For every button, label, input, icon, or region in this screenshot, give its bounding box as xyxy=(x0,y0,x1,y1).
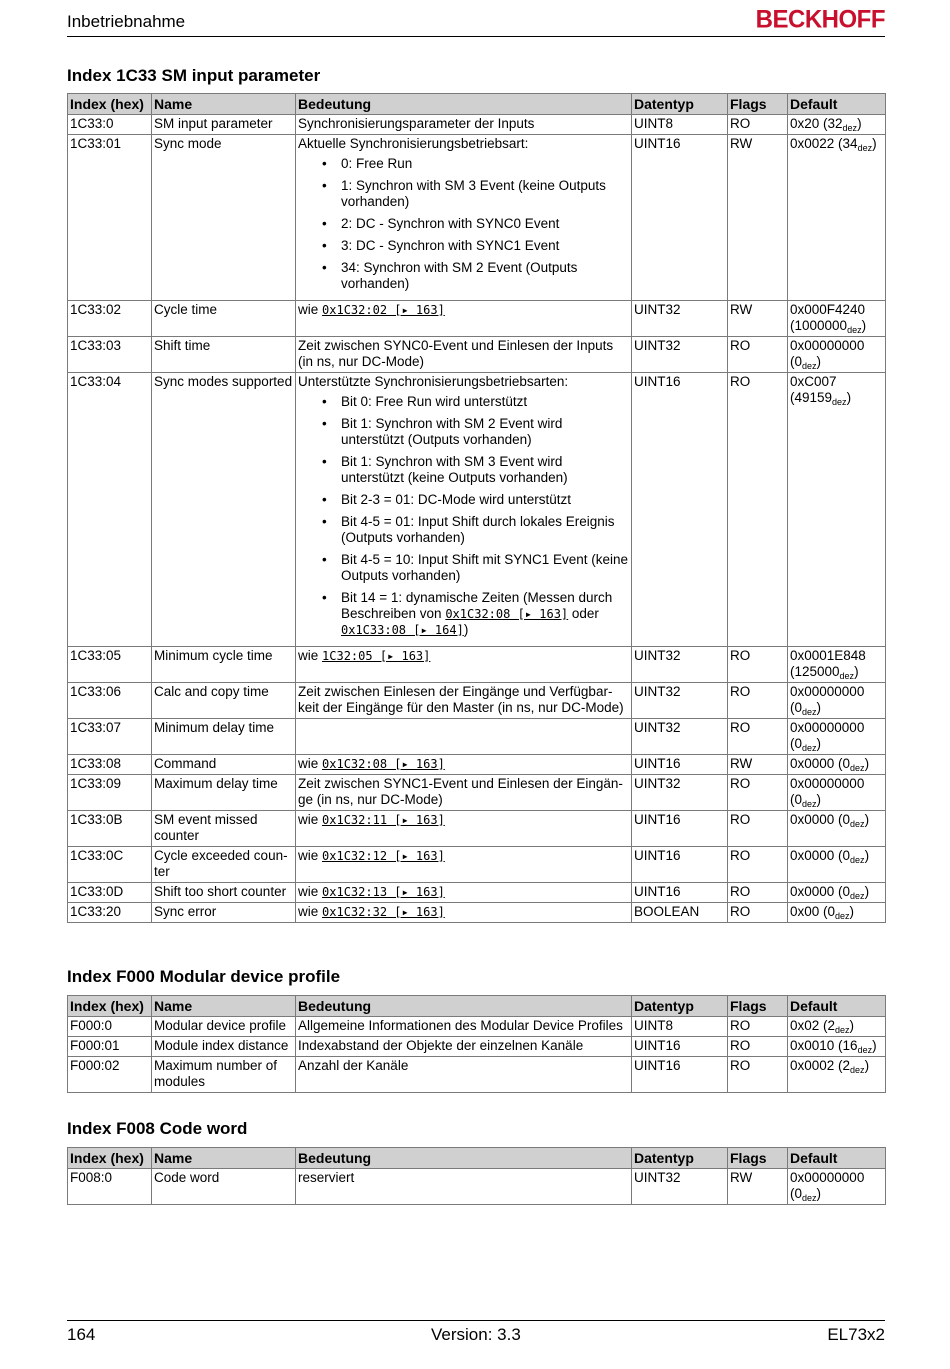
datatype-cell: UINT16 xyxy=(632,373,728,647)
flags-cell: RO xyxy=(728,1057,788,1093)
default-value: 0x0010 (16 xyxy=(790,1038,858,1053)
list-item: • 1: Synchron with SM 3 Event (keine Outputs vorhanden) xyxy=(322,178,629,210)
bullet-list xyxy=(298,394,629,638)
default-cell xyxy=(788,903,886,923)
column-header: Flags xyxy=(728,94,788,115)
flags-cell: RO xyxy=(728,683,788,719)
reference-link[interactable]: 1C32:05 [▸ 163] xyxy=(322,649,431,663)
reference-link[interactable]: 0x1C32:12 [▸ 163] xyxy=(322,849,445,863)
list-item: • Bit 0: Free Run wird unterstützt xyxy=(322,394,629,410)
list-item: • Bit 1: Synchron with SM 2 Event wird unterstützt (Outputs vorhanden) xyxy=(322,416,629,448)
name-cell: Code word xyxy=(152,1169,296,1205)
page-header xyxy=(67,5,885,37)
description-cell xyxy=(296,719,632,755)
description-text: wie xyxy=(298,648,323,663)
unit-subscript: dez xyxy=(802,799,817,809)
flags-cell: RO xyxy=(728,115,788,135)
column-header: Default xyxy=(788,996,886,1017)
column-header: Index (hex) xyxy=(68,1148,152,1169)
default-cell xyxy=(788,115,886,135)
table-row xyxy=(68,647,886,683)
beckhoff-logo: BECKHOFF xyxy=(755,5,885,34)
index-cell: 1C33:0 xyxy=(68,115,152,135)
index-cell: 1C33:0D xyxy=(68,883,152,903)
description-cell xyxy=(296,755,632,775)
default-value-end: ) xyxy=(872,1038,877,1053)
table-row xyxy=(68,135,886,301)
section-title: Inbetriebnahme xyxy=(67,12,186,31)
column-header: Name xyxy=(152,1148,296,1169)
unit-subscript: dez xyxy=(802,1193,817,1203)
list-item-text: oder xyxy=(568,606,599,621)
default-value-end: ) xyxy=(816,792,822,807)
description-text: reserviert xyxy=(298,1170,355,1185)
table-row xyxy=(68,1169,886,1205)
description-cell xyxy=(296,1017,632,1037)
index-cell: 1C33:09 xyxy=(68,775,152,811)
reference-link[interactable]: 0x1C32:08 [▸ 163] xyxy=(322,757,445,771)
default-cell xyxy=(788,683,886,719)
unit-subscript: dez xyxy=(802,361,817,371)
page-number: 164 xyxy=(67,1325,96,1344)
unit-subscript: dez xyxy=(850,1065,865,1075)
default-value-end: ) xyxy=(846,390,852,405)
datatype-cell: UINT16 xyxy=(632,135,728,301)
default-cell xyxy=(788,337,886,373)
table-row xyxy=(68,719,886,755)
table-row xyxy=(68,903,886,923)
column-header: Datentyp xyxy=(632,94,728,115)
description-text: Anzahl der Kanäle xyxy=(298,1058,409,1073)
datatype-cell: UINT32 xyxy=(632,337,728,373)
default-value: 0x20 (32 xyxy=(790,116,843,131)
description-text: Zeit zwischen SYNC1-Event und Einlesen der Eingän-ge (in ns, nur DC-Mode) xyxy=(298,776,623,807)
table-row xyxy=(68,1017,886,1037)
description-text: wie xyxy=(298,302,323,317)
default-value: 0x02 (2 xyxy=(790,1018,836,1033)
index-cell: 1C33:0C xyxy=(68,847,152,883)
index-cell: F000:02 xyxy=(68,1057,152,1093)
default-cell xyxy=(788,719,886,755)
name-cell: SM input parameter xyxy=(152,115,296,135)
datatype-cell: UINT16 xyxy=(632,1057,728,1093)
bullet-list xyxy=(298,156,629,292)
flags-cell: RW xyxy=(728,1169,788,1205)
unit-subscript: dez xyxy=(847,325,862,335)
index-cell: 1C33:05 xyxy=(68,647,152,683)
column-header: Default xyxy=(788,94,886,115)
datatype-cell: UINT16 xyxy=(632,847,728,883)
table-1-title: Index 1C33 SM input parameter xyxy=(67,66,321,85)
default-value-end: ) xyxy=(864,812,870,827)
name-cell: Calc and copy time xyxy=(152,683,296,719)
list-item: • Bit 1: Synchron with SM 3 Event wird unterstützt (keine Outputs vorhanden) xyxy=(322,454,629,486)
column-header: Bedeutung xyxy=(296,996,632,1017)
reference-link[interactable]: 0x1C32:32 [▸ 163] xyxy=(322,905,445,919)
default-value: 0x0000 (0 xyxy=(790,848,851,863)
description-cell xyxy=(296,775,632,811)
name-cell: Minimum delay time xyxy=(152,719,296,755)
default-cell xyxy=(788,647,886,683)
list-item: • 2: DC - Synchron with SYNC0 Event xyxy=(322,216,629,232)
index-cell: 1C33:02 xyxy=(68,301,152,337)
table-f000 xyxy=(67,995,886,1093)
description-cell xyxy=(296,115,632,135)
unit-subscript: dez xyxy=(802,707,817,717)
column-header: Bedeutung xyxy=(296,94,632,115)
description-text: Indexabstand der Objekte der einzelnen Kanäle xyxy=(298,1038,584,1053)
description-text: Unterstützte Synchronisierungsbetriebsarten: xyxy=(298,374,569,389)
flags-cell: RO xyxy=(728,1017,788,1037)
description-cell xyxy=(296,903,632,923)
default-value-end: ) xyxy=(864,848,870,863)
header-row xyxy=(68,996,886,1017)
default-cell xyxy=(788,1169,886,1205)
default-cell xyxy=(788,847,886,883)
column-header: Default xyxy=(788,1148,886,1169)
list-item: • 34: Synchron with SM 2 Event (Outputs vorhanden) xyxy=(322,260,629,292)
description-cell xyxy=(296,301,632,337)
datatype-cell: UINT32 xyxy=(632,1169,728,1205)
unit-subscript: dez xyxy=(842,123,858,133)
reference-link[interactable]: 0x1C32:13 [▸ 163] xyxy=(322,885,445,899)
flags-cell: RW xyxy=(728,135,788,301)
list-item xyxy=(322,590,629,638)
table-row xyxy=(68,115,886,135)
list-item: • Bit 4-5 = 10: Input Shift mit SYNC1 Event (keine Outputs vorhanden) xyxy=(322,552,629,584)
index-cell: F000:0 xyxy=(68,1017,152,1037)
description-text: wie xyxy=(298,812,323,827)
flags-cell: RO xyxy=(728,847,788,883)
default-value: 0x00000000 (0 xyxy=(790,1170,865,1201)
page-footer xyxy=(67,1320,885,1351)
default-value: 0x0022 (34 xyxy=(790,136,858,151)
default-value-end: ) xyxy=(861,318,867,333)
datatype-cell: UINT8 xyxy=(632,115,728,135)
default-value: 0x00000000 (0 xyxy=(790,776,865,807)
unit-subscript: dez xyxy=(850,763,865,773)
description-cell xyxy=(296,135,632,301)
description-cell xyxy=(296,647,632,683)
unit-subscript: dez xyxy=(839,671,855,681)
default-value-end: ) xyxy=(872,136,877,151)
reference-link[interactable]: 0x1C32:02 [▸ 163] xyxy=(322,303,445,317)
default-cell xyxy=(788,135,886,301)
default-value: 0x00 (0 xyxy=(790,904,836,919)
default-value-end: ) xyxy=(816,1186,822,1201)
default-value: 0xC007 (49159 xyxy=(790,374,837,405)
description-cell xyxy=(296,847,632,883)
unit-subscript: dez xyxy=(850,819,865,829)
name-cell: Sync modes supported xyxy=(152,373,296,647)
description-cell xyxy=(296,1169,632,1205)
unit-subscript: dez xyxy=(835,911,850,921)
description-text: Aktuelle Synchronisierungsbetriebsart: xyxy=(298,136,529,151)
default-value: 0x0000 (0 xyxy=(790,884,851,899)
table-row xyxy=(68,683,886,719)
name-cell: Command xyxy=(152,755,296,775)
reference-link[interactable]: 0x1C33:08 [▸ 164] xyxy=(341,623,464,637)
default-value-end: ) xyxy=(864,1058,870,1073)
datatype-cell: UINT16 xyxy=(632,1037,728,1057)
description-cell xyxy=(296,883,632,903)
datatype-cell: UINT16 xyxy=(632,883,728,903)
table-3-title: Index F008 Code word xyxy=(67,1119,248,1138)
list-item: • 0: Free Run xyxy=(322,156,629,172)
datatype-cell: UINT16 xyxy=(632,755,728,775)
flags-cell: RO xyxy=(728,775,788,811)
list-item: • Bit 2-3 = 01: DC-Mode wird unterstützt xyxy=(322,492,629,508)
default-value-end: ) xyxy=(864,884,870,899)
flags-cell: RO xyxy=(728,373,788,647)
default-cell xyxy=(788,775,886,811)
default-value: 0x0002 (2 xyxy=(790,1058,851,1073)
description-text: wie xyxy=(298,904,323,919)
table-row xyxy=(68,847,886,883)
description-cell xyxy=(296,337,632,373)
version-label: Version: 3.3 xyxy=(431,1325,521,1344)
unit-subscript: dez xyxy=(850,855,865,865)
flags-cell: RW xyxy=(728,755,788,775)
default-value-end: ) xyxy=(816,354,822,369)
unit-subscript: dez xyxy=(802,743,817,753)
default-cell xyxy=(788,883,886,903)
name-cell: Cycle time xyxy=(152,301,296,337)
flags-cell: RW xyxy=(728,301,788,337)
datatype-cell: UINT32 xyxy=(632,775,728,811)
table-1c33 xyxy=(67,93,886,923)
default-value: 0x0000 (0 xyxy=(790,756,851,771)
name-cell: Sync error xyxy=(152,903,296,923)
table-row xyxy=(68,301,886,337)
table-row xyxy=(68,337,886,373)
default-value: 0x00000000 (0 xyxy=(790,720,865,751)
name-cell: Module index distance xyxy=(152,1037,296,1057)
default-cell xyxy=(788,373,886,647)
unit-subscript: dez xyxy=(857,1045,873,1055)
unit-subscript: dez xyxy=(832,397,847,407)
datatype-cell: BOOLEAN xyxy=(632,903,728,923)
index-cell: 1C33:20 xyxy=(68,903,152,923)
column-header: Flags xyxy=(728,996,788,1017)
datatype-cell: UINT32 xyxy=(632,719,728,755)
default-cell xyxy=(788,811,886,847)
name-cell: Modular device profile xyxy=(152,1017,296,1037)
description-text: Synchronisierungsparameter der Inputs xyxy=(298,116,535,131)
column-header: Datentyp xyxy=(632,1148,728,1169)
table-row xyxy=(68,755,886,775)
datatype-cell: UINT32 xyxy=(632,683,728,719)
default-cell xyxy=(788,1057,886,1093)
default-value-end: ) xyxy=(857,116,862,131)
list-item: • Bit 4-5 = 01: Input Shift durch lokales Ereignis (Outputs vorhanden) xyxy=(322,514,629,546)
default-value-end: ) xyxy=(864,756,870,771)
header-row xyxy=(68,94,886,115)
flags-cell: RO xyxy=(728,883,788,903)
flags-cell: RO xyxy=(728,647,788,683)
datatype-cell: UINT8 xyxy=(632,1017,728,1037)
default-value-end: ) xyxy=(854,664,859,679)
index-cell: 1C33:06 xyxy=(68,683,152,719)
description-cell xyxy=(296,1037,632,1057)
default-value-end: ) xyxy=(849,904,855,919)
index-cell: 1C33:01 xyxy=(68,135,152,301)
description-cell xyxy=(296,811,632,847)
table-row xyxy=(68,883,886,903)
unit-subscript: dez xyxy=(857,143,873,153)
default-cell xyxy=(788,1017,886,1037)
index-cell: 1C33:04 xyxy=(68,373,152,647)
index-cell: 1C33:08 xyxy=(68,755,152,775)
default-value-end: ) xyxy=(816,736,822,751)
index-cell: 1C33:07 xyxy=(68,719,152,755)
datatype-cell: UINT32 xyxy=(632,647,728,683)
datatype-cell: UINT16 xyxy=(632,811,728,847)
unit-subscript: dez xyxy=(835,1025,850,1035)
name-cell: Minimum cycle time xyxy=(152,647,296,683)
index-cell: F008:0 xyxy=(68,1169,152,1205)
default-value: 0x0001E848 (125000 xyxy=(790,648,866,679)
table-row xyxy=(68,775,886,811)
default-value-end: ) xyxy=(816,700,822,715)
index-cell: F000:01 xyxy=(68,1037,152,1057)
description-text: Zeit zwischen SYNC0-Event und Einlesen der Inputs (in ns, nur DC-Mode) xyxy=(298,338,614,369)
default-value: 0x000F4240 (1000000 xyxy=(790,302,866,333)
name-cell: Shift too short counter xyxy=(152,883,296,903)
name-cell: Sync mode xyxy=(152,135,296,301)
default-cell xyxy=(788,1037,886,1057)
list-item-text: Bit 14 = 1: dynamische Zeiten (Messen durch Beschreiben von xyxy=(341,590,613,621)
column-header: Index (hex) xyxy=(68,94,152,115)
description-text: Allgemeine Informationen des Modular Device Profiles xyxy=(298,1018,623,1033)
reference-link[interactable]: 0x1C32:11 [▸ 163] xyxy=(322,813,445,827)
index-cell: 1C33:03 xyxy=(68,337,152,373)
datatype-cell: UINT32 xyxy=(632,301,728,337)
default-value: 0x00000000 (0 xyxy=(790,684,865,715)
description-cell xyxy=(296,373,632,647)
table-2-title: Index F000 Modular device profile xyxy=(67,967,341,986)
list-item: • 3: DC - Synchron with SYNC1 Event xyxy=(322,238,629,254)
column-header: Index (hex) xyxy=(68,996,152,1017)
name-cell: Cycle exceeded coun-ter xyxy=(152,847,296,883)
default-cell xyxy=(788,755,886,775)
name-cell: Maximum delay time xyxy=(152,775,296,811)
column-header: Bedeutung xyxy=(296,1148,632,1169)
name-cell: Maximum number of modules xyxy=(152,1057,296,1093)
reference-link[interactable]: 0x1C32:08 [▸ 163] xyxy=(445,607,569,621)
column-header: Name xyxy=(152,996,296,1017)
table-f008 xyxy=(67,1147,886,1205)
description-text: wie xyxy=(298,756,323,771)
table-row xyxy=(68,1037,886,1057)
description-cell xyxy=(296,683,632,719)
flags-cell: RO xyxy=(728,1037,788,1057)
default-cell xyxy=(788,301,886,337)
column-header: Flags xyxy=(728,1148,788,1169)
description-text: Zeit zwischen Einlesen der Eingänge und Verfügbar-keit der Eingänge für den Master (in ns, nur DC-Mode) xyxy=(298,684,624,715)
description-cell xyxy=(296,1057,632,1093)
flags-cell: RO xyxy=(728,719,788,755)
index-cell: 1C33:0B xyxy=(68,811,152,847)
table-row xyxy=(68,1057,886,1093)
column-header: Datentyp xyxy=(632,996,728,1017)
default-value: 0x0000 (0 xyxy=(790,812,851,827)
flags-cell: RO xyxy=(728,337,788,373)
name-cell: Shift time xyxy=(152,337,296,373)
default-value: 0x00000000 (0 xyxy=(790,338,865,369)
table-row xyxy=(68,373,886,647)
name-cell: SM event missed counter xyxy=(152,811,296,847)
description-text: wie xyxy=(298,848,323,863)
flags-cell: RO xyxy=(728,903,788,923)
list-item-text: ) xyxy=(463,622,469,637)
table-row xyxy=(68,811,886,847)
description-text: wie xyxy=(298,884,323,899)
unit-subscript: dez xyxy=(850,891,865,901)
default-value-end: ) xyxy=(849,1018,855,1033)
column-header: Name xyxy=(152,94,296,115)
product-name: EL73x2 xyxy=(827,1325,885,1344)
flags-cell: RO xyxy=(728,811,788,847)
header-row xyxy=(68,1148,886,1169)
